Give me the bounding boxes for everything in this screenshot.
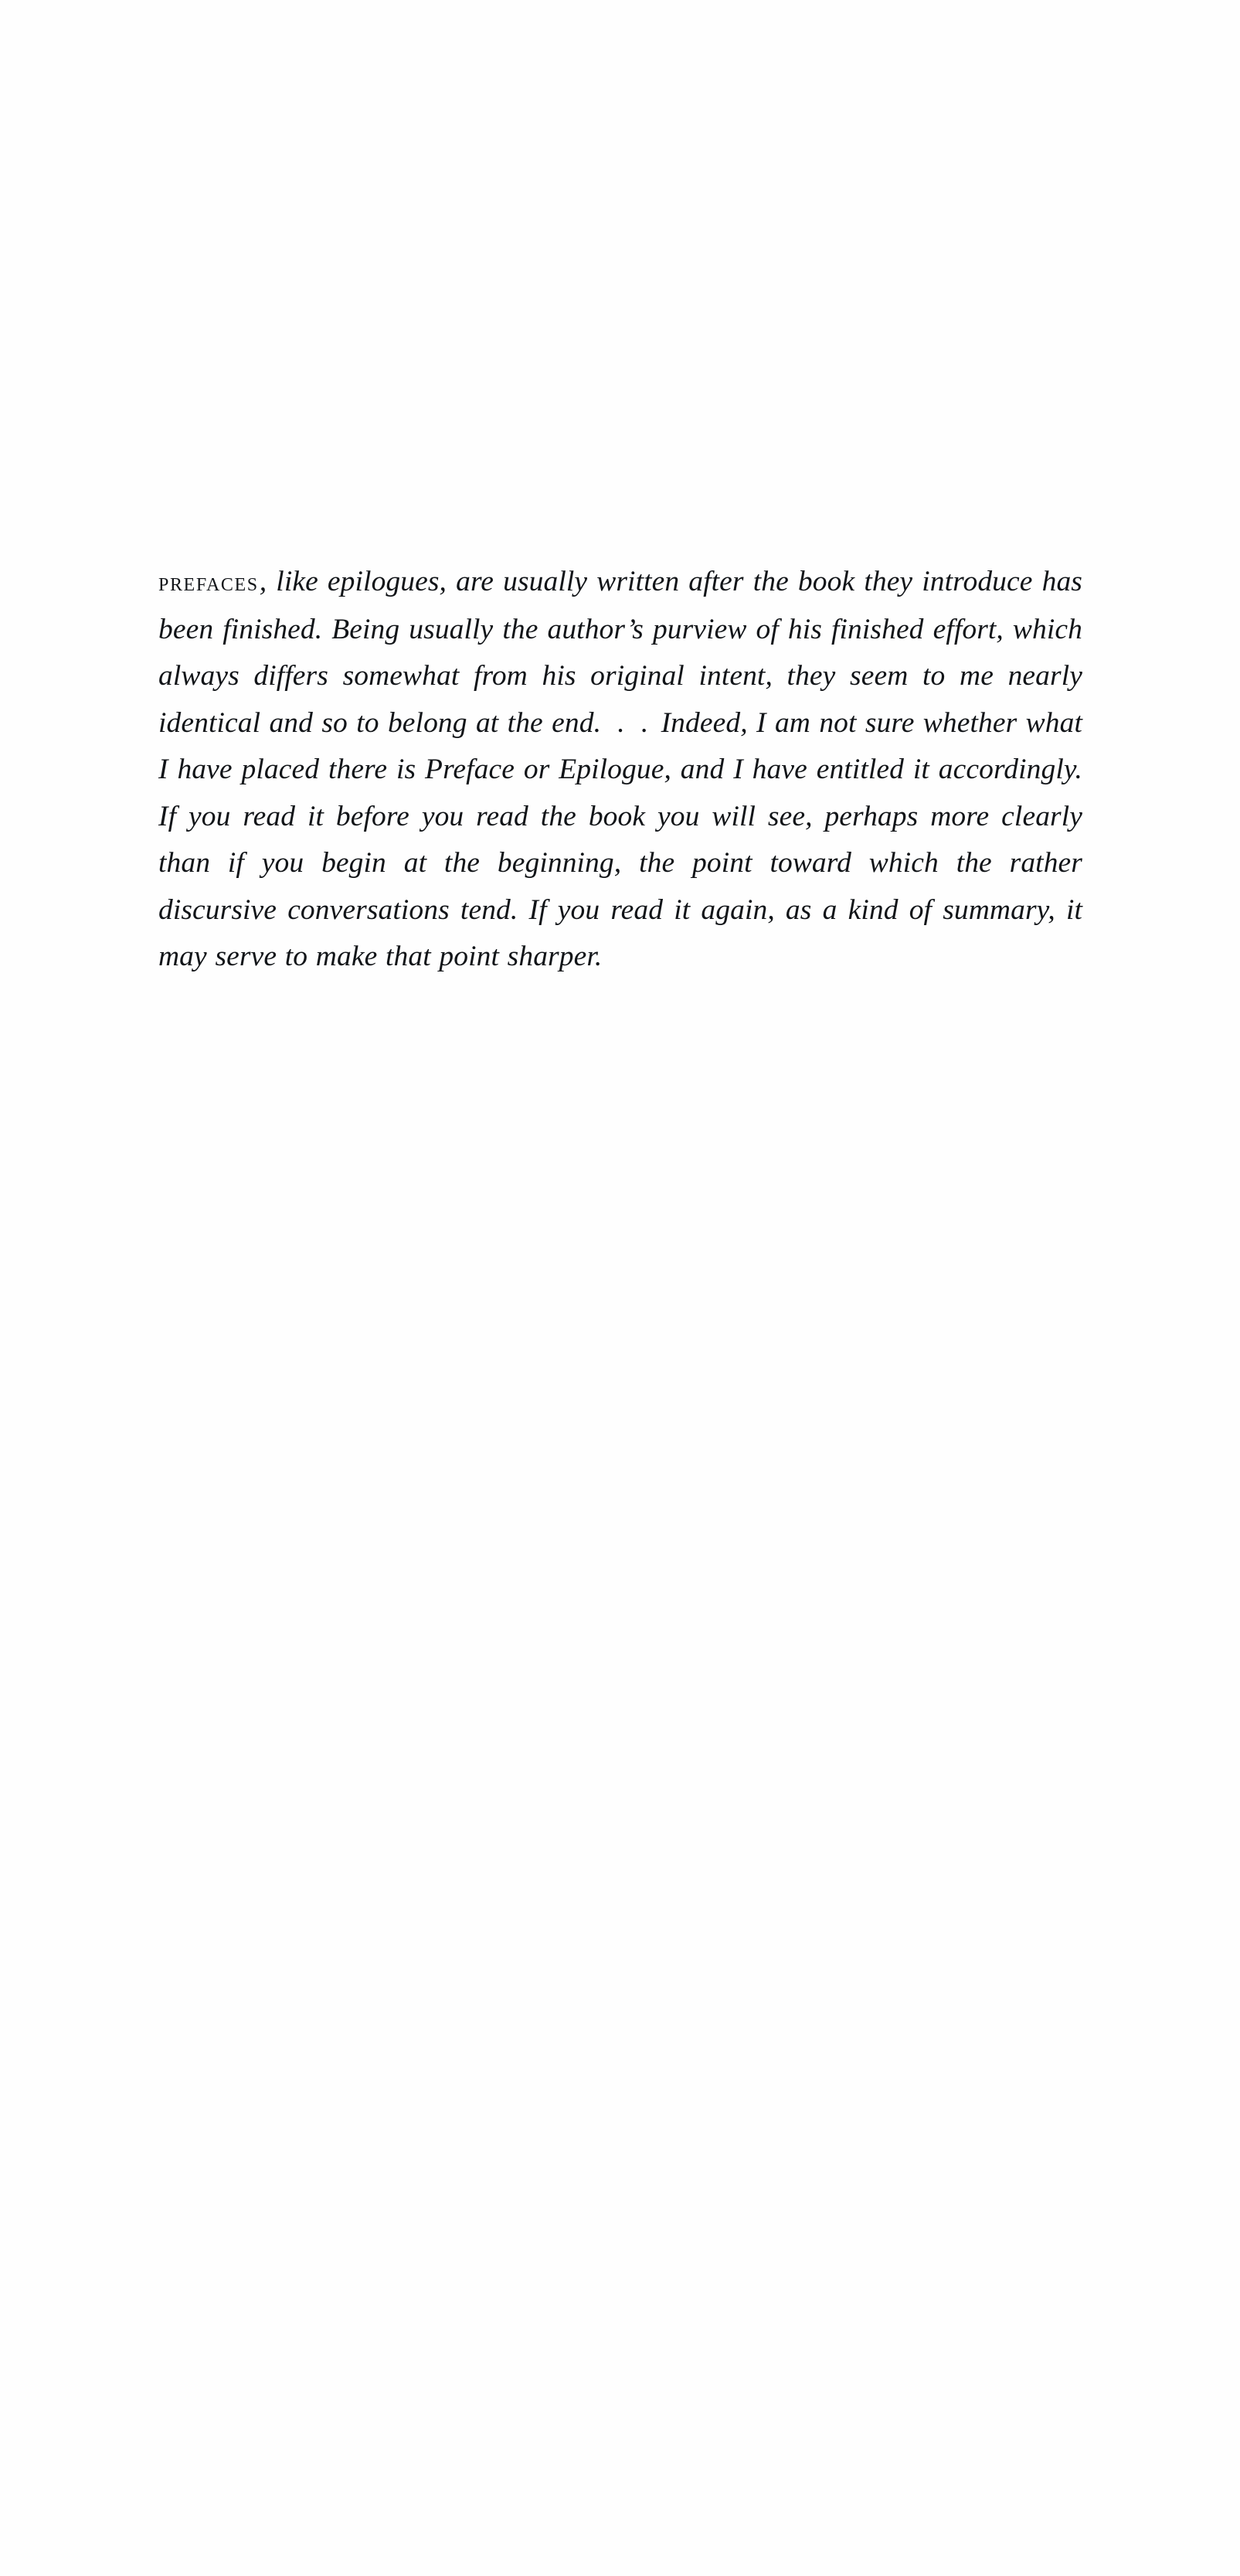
preface-body-continued: Indeed, I am not sure whether what I have placed there is Preface or Epilogue, and I have entitled it accordingly. If you read it before you read the book you will see, perhaps more clearly than if you begin at the beginning, the point toward which the rather discursive conversations tend. If you read it again, as a kind of summary, it may serve to make that point sharper.	[158, 706, 1082, 972]
preface-opening-word: prefaces	[158, 568, 259, 597]
preface-body-first: , like epilogues, are usually written after the book they introduce has been finished. Being usually the author’s purview of his finished effort, which always differs somewhat from his original intent, they seem to me nearly identical and so to belong at the end	[158, 566, 1082, 739]
preface-ellipsis: . . .	[593, 706, 653, 739]
preface-text-block	[158, 559, 1082, 981]
preface-paragraph	[158, 559, 1082, 981]
